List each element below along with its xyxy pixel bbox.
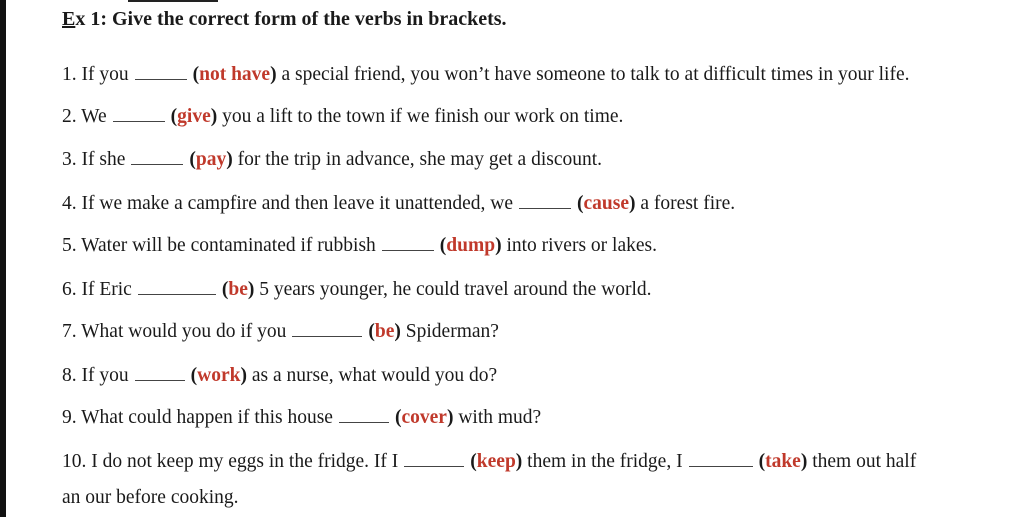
exercise-item-6: 6. If Eric (be) 5 years younger, he could travel around the world. bbox=[62, 279, 652, 300]
exercise-item-10: 10. I do not keep my eggs in the fridge. If I (keep) them in the fridge, I (take) them out half bbox=[62, 451, 917, 472]
item-5-after: into rivers or lakes. bbox=[501, 235, 657, 256]
item-9-verb: cover bbox=[401, 407, 447, 428]
item-10-blank-2[interactable] bbox=[689, 452, 753, 467]
item-4-verb: cause bbox=[583, 193, 630, 214]
item-8-blank[interactable] bbox=[135, 366, 185, 381]
item-7-after: Spiderman? bbox=[400, 321, 499, 342]
item-10-middle: them in the fridge, I bbox=[522, 451, 683, 472]
item-10-before: 10. I do not keep my eggs in the fridge. If I bbox=[62, 451, 399, 472]
item-2-blank[interactable] bbox=[113, 107, 165, 122]
item-10-after: them out half bbox=[807, 451, 917, 472]
item-6-verb: be bbox=[228, 279, 248, 300]
item-8-after: as a nurse, what would you do? bbox=[246, 365, 498, 386]
item-1-verb: not have bbox=[199, 64, 271, 85]
item-6-after: 5 years younger, he could travel around the world. bbox=[254, 279, 652, 300]
item-3-verb: pay bbox=[195, 149, 227, 170]
item-7-verb: be bbox=[374, 321, 395, 342]
item-8-verb: work bbox=[197, 365, 241, 386]
item-4-before: 4. If we make a campfire and then leave it unattended, we bbox=[62, 193, 514, 214]
item-1-blank[interactable] bbox=[135, 65, 187, 80]
top-rule bbox=[128, 0, 218, 2]
title-first-char: E bbox=[62, 8, 76, 30]
item-3-before: 3. If she bbox=[62, 149, 126, 170]
exercise-item-8: 8. If you (work) as a nurse, what would you do? bbox=[62, 365, 498, 386]
item-1-after: a special friend, you won’t have someone to talk to at difficult times in your life. bbox=[276, 64, 910, 85]
exercise-item-2: 2. We (give) you a lift to the town if we finish our work on time. bbox=[62, 106, 624, 127]
exercise-item-7: 7. What would you do if you (be) Spiderman? bbox=[62, 321, 499, 342]
item-2-after: you a lift to the town if we finish our work on time. bbox=[217, 106, 624, 127]
title-rest: x 1: Give the correct form of the verbs in brackets. bbox=[75, 8, 507, 30]
item-10-continuation-text: an our before cooking. bbox=[62, 487, 239, 508]
item-10-verb-1: keep bbox=[476, 451, 516, 472]
item-7-blank[interactable] bbox=[292, 322, 362, 337]
item-8-before: 8. If you bbox=[62, 365, 129, 386]
item-7-before: 7. What would you do if you bbox=[62, 321, 287, 342]
exercise-item-3: 3. If she (pay) for the trip in advance, she may get a discount. bbox=[62, 149, 603, 170]
item-3-after: for the trip in advance, she may get a discount. bbox=[232, 149, 603, 170]
item-6-before: 6. If Eric bbox=[62, 279, 132, 300]
item-6-blank[interactable] bbox=[138, 280, 216, 295]
item-9-blank[interactable] bbox=[339, 408, 389, 423]
item-5-before: 5. Water will be contaminated if rubbish bbox=[62, 235, 376, 256]
exercise-item-10-continuation bbox=[62, 486, 239, 510]
exercise-item-1: 1. If you (not have) a special friend, you won’t have someone to talk to at difficult times in your life. bbox=[62, 64, 910, 85]
item-3-blank[interactable] bbox=[131, 150, 183, 165]
item-10-blank-1[interactable] bbox=[404, 452, 464, 467]
item-5-blank[interactable] bbox=[382, 236, 434, 251]
left-edge-bar bbox=[0, 0, 6, 517]
exercise-item-9: 9. What could happen if this house (cover) with mud? bbox=[62, 407, 542, 428]
item-4-blank[interactable] bbox=[519, 194, 571, 209]
exercise-title bbox=[62, 8, 507, 31]
item-5-verb: dump bbox=[446, 235, 496, 256]
item-1-before: 1. If you bbox=[62, 64, 129, 85]
exercise-item-4: 4. If we make a campfire and then leave it unattended, we (cause) a forest fire. bbox=[62, 193, 736, 214]
item-2-verb: give bbox=[177, 106, 211, 127]
item-2-before: 2. We bbox=[62, 106, 107, 127]
item-10-verb-2: take bbox=[765, 451, 801, 472]
exercise-item-5: 5. Water will be contaminated if rubbish (dump) into rivers or lakes. bbox=[62, 235, 657, 256]
item-9-after: with mud? bbox=[453, 407, 542, 428]
item-9-before: 9. What could happen if this house bbox=[62, 407, 333, 428]
item-4-after: a forest fire. bbox=[635, 193, 736, 214]
